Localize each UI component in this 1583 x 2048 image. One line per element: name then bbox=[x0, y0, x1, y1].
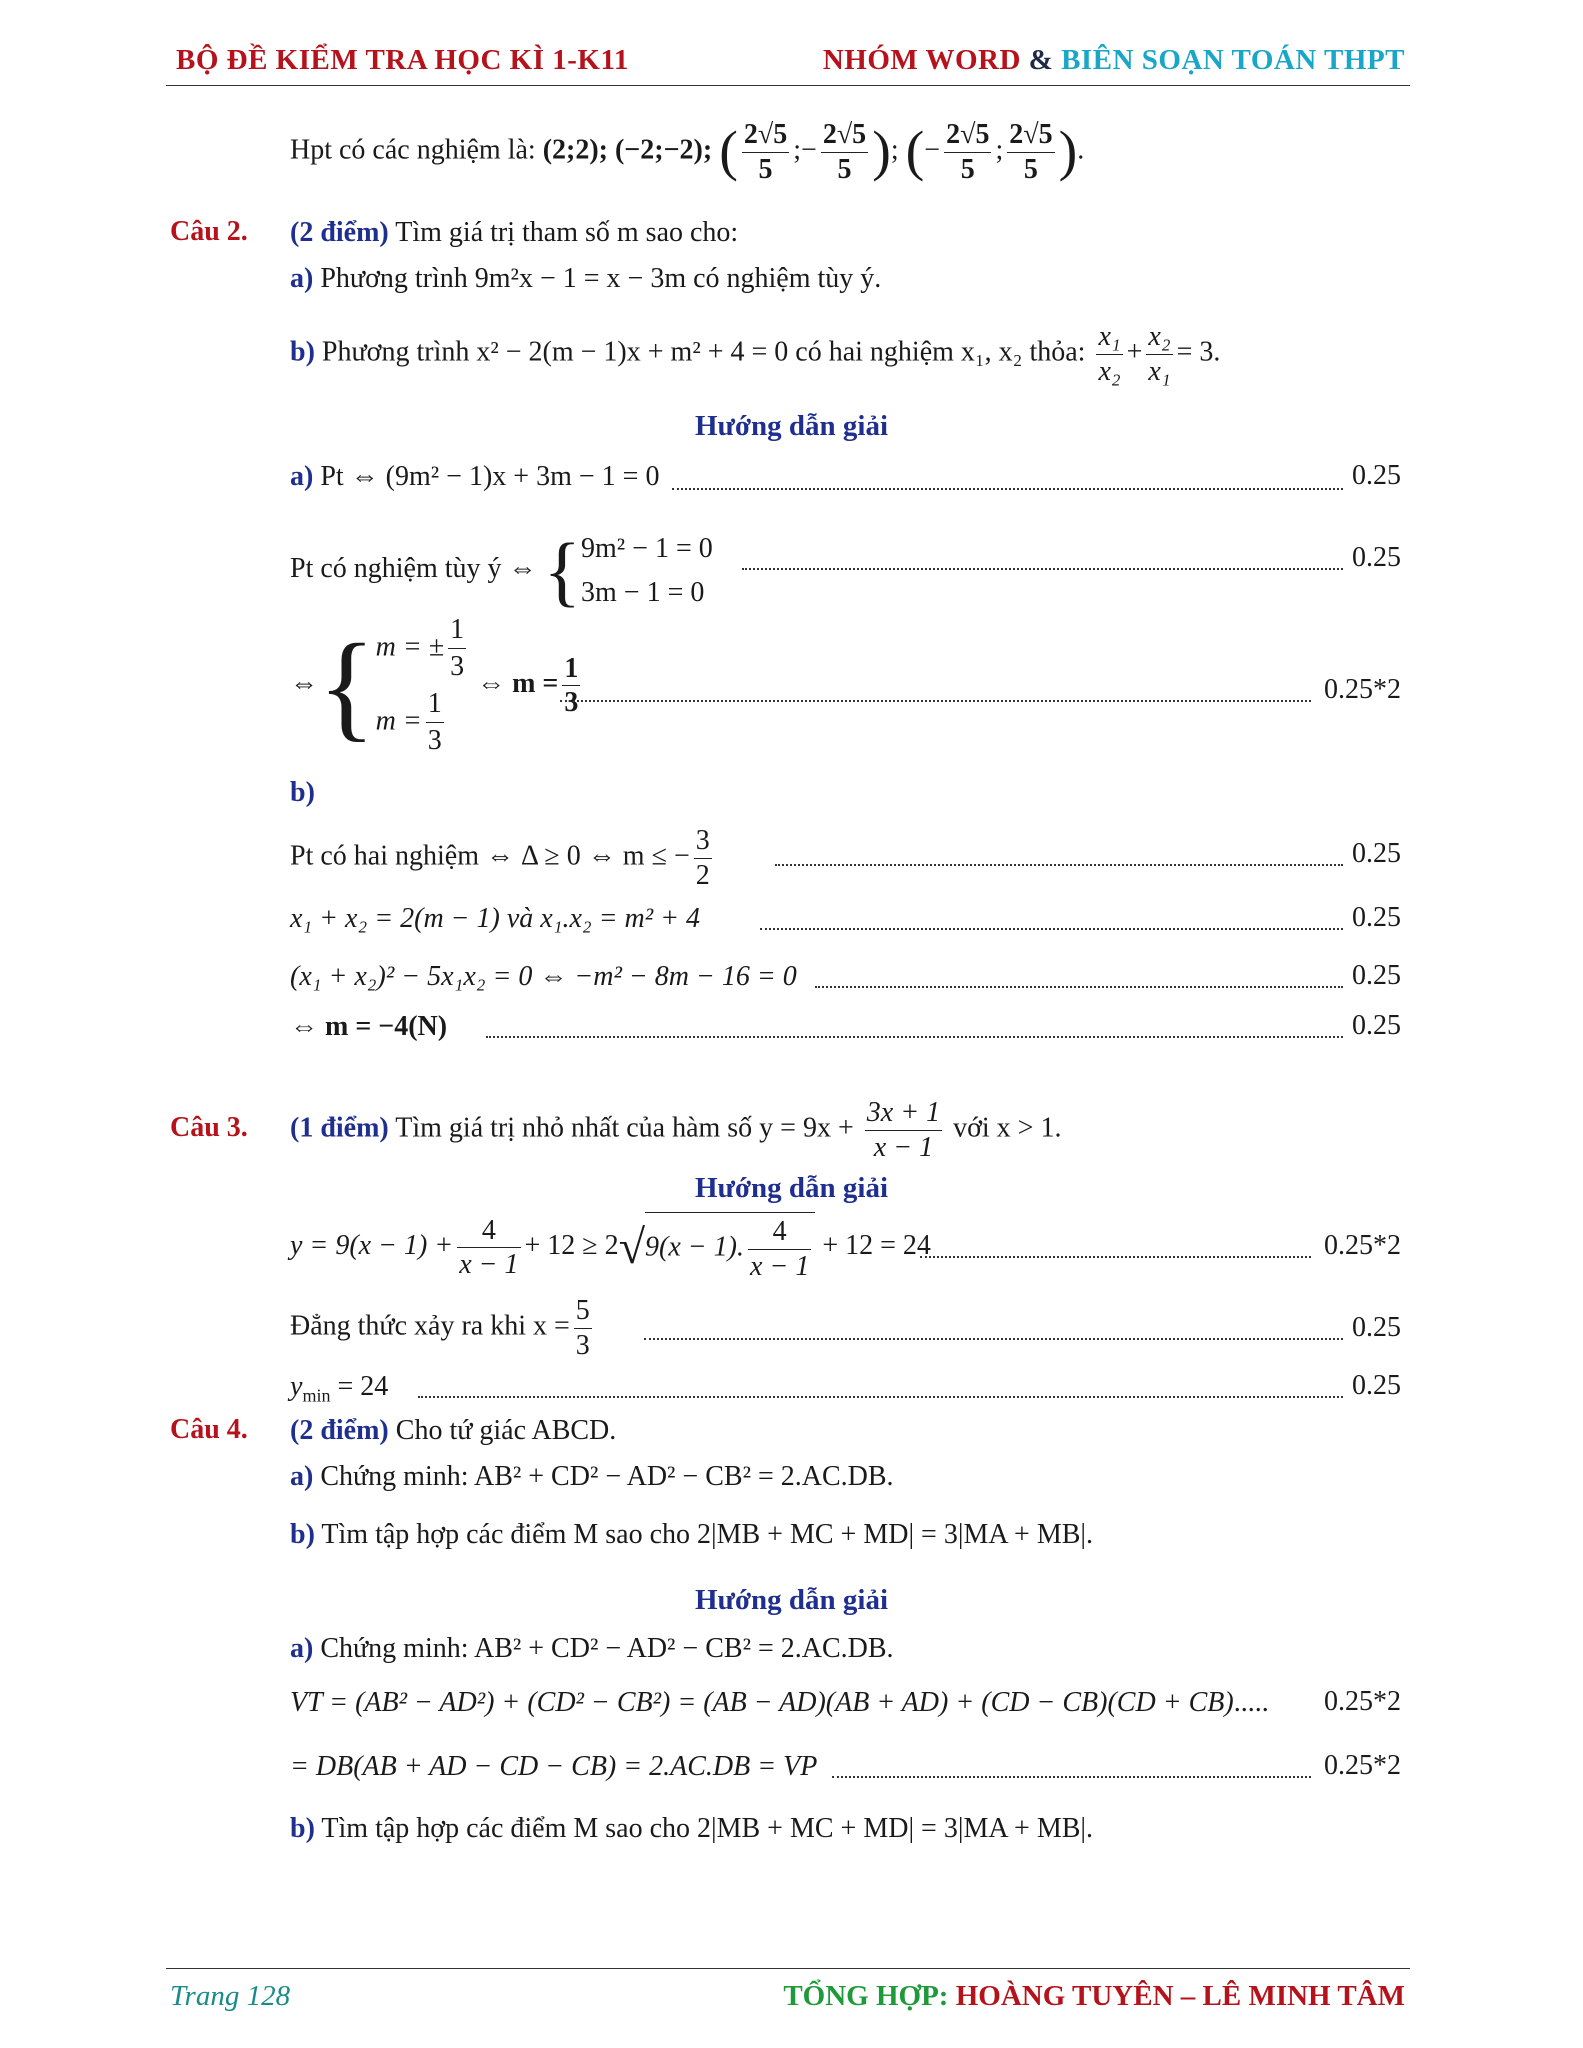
header-group-b: BIÊN SOẠN TOÁN THPT bbox=[1061, 44, 1405, 76]
footer-label: TỔNG HỢP: bbox=[783, 1980, 949, 2012]
leader-dots bbox=[815, 986, 1343, 988]
cau4-b: b) Tìm tập hợp các điểm M sao cho 2|MB + MC + MD| = 3|MA + MB|. bbox=[290, 1519, 1093, 1550]
cau4-question bbox=[290, 1414, 616, 1448]
leader-dots bbox=[920, 1256, 1311, 1258]
sol2-b4: ⇔ m = −4(N) bbox=[290, 1011, 448, 1042]
header-divider bbox=[166, 85, 1410, 86]
cau3-text: Tìm giá trị nhỏ nhất của hàm số y = 9x + bbox=[395, 1112, 854, 1144]
score: 0.25 bbox=[1352, 1010, 1401, 1041]
leader-dots bbox=[418, 1396, 1343, 1398]
sol2-b1: Pt có hai nghiệm ⇔ Δ ≥ 0 ⇔ m ≤ − $\frac{3}{2}$ bbox=[290, 825, 710, 891]
sol2-b2: x₁ + x₂ = 2(m − 1) và x₁.x₂ = m² + 4 bbox=[290, 903, 701, 934]
score: 0.25 bbox=[1352, 838, 1401, 869]
sol3-s2: Đẳng thức xảy ra khi x = $\frac{5}{3}$ bbox=[290, 1295, 590, 1361]
sol2-a1: a) Pt ⇔ (9m² − 1)x + 3m − 1 = 0 bbox=[290, 461, 660, 492]
score: 0.25 bbox=[1352, 1370, 1401, 1401]
intro-sol1: (2;2); (−2;−2); bbox=[542, 134, 713, 166]
leader-dots bbox=[560, 700, 1311, 702]
cau2-text: Tìm giá trị tham số m sao cho: bbox=[395, 217, 739, 248]
leader-dots bbox=[775, 864, 1343, 866]
solution-heading-2: Hướng dẫn giải bbox=[694, 1172, 889, 1204]
score: 0.25*2 bbox=[1324, 1750, 1401, 1781]
cau2-b: b) Phương trình x² − 2(m − 1)x + m² + 4 = 0 có hai nghiệm x₁, x₂ thỏa: $\frac{\text{x₁}}{\text{x₂}}$ + $\frac{\text{x₂}}{\text{x₁}}$ = 3. bbox=[290, 321, 1221, 387]
leader-dots bbox=[672, 488, 1343, 490]
score: 0.25 bbox=[1352, 902, 1401, 933]
score: 0.25*2 bbox=[1324, 674, 1401, 705]
intro-text: Hpt có các nghiệm là: bbox=[290, 134, 536, 166]
footer-authors bbox=[783, 1980, 1405, 2013]
cau3-tail: với x > 1. bbox=[953, 1112, 1062, 1144]
cau3-label: Câu 3. bbox=[170, 1112, 248, 1143]
sol2-a3-result: ⇔ m = bbox=[477, 668, 559, 700]
cau2-a-label: a) bbox=[290, 263, 314, 294]
intro-line: Hpt có các nghiệm là: (2;2); (−2;−2); ( $\frac{2√5}{5}$ ;− $\frac{2√5}{5}$ ); (− $\frac{2√5}{5}$ ; $\frac{2√5}{5}$ ). bbox=[290, 119, 1085, 185]
leader-dots bbox=[644, 1338, 1343, 1340]
cau3-question: (1 điểm) Tìm giá trị nhỏ nhất của hàm số y = 9x + $\frac{3x + 1}{x - 1}$ với x > 1. bbox=[290, 1097, 1062, 1163]
cau4-points: (2 điểm) bbox=[290, 1415, 389, 1446]
sol4-a: a) Chứng minh: AB² + CD² − AD² − CB² = 2.AC.DB. bbox=[290, 1633, 894, 1664]
sol4-vt: VT = (AB² − AD²) + (CD² − CB²) = (AB − AD)(AB + AD) + (CD − CB)(CD + CB)..... bbox=[290, 1687, 1269, 1718]
sol2-a1-text: Pt ⇔ (9m² − 1)x + 3m − 1 = 0 bbox=[320, 461, 660, 492]
solution-heading-3: Hướng dẫn giải bbox=[694, 1584, 889, 1616]
cau2-question bbox=[290, 216, 738, 250]
header-group-a: NHÓM WORD bbox=[822, 44, 1021, 76]
sol2-a3: ⇔{ m = ± $\frac{1}{3}$ m = $\frac{1}{3}$ ⇔ m = $\frac{1}{3}$ bbox=[290, 614, 579, 757]
score: 0.25 bbox=[1352, 542, 1401, 573]
header-group bbox=[823, 44, 1405, 77]
sol2-a2-text: Pt có nghiệm tùy ý ⇔ bbox=[290, 553, 537, 585]
sol4-vp: = DB(AB + AD − CD − CB) = 2.AC.DB = VP bbox=[290, 1751, 818, 1782]
cau2-points: (2 điểm) bbox=[290, 217, 389, 248]
leader-dots bbox=[742, 568, 1343, 570]
solution-heading-1: Hướng dẫn giải bbox=[694, 410, 889, 442]
score: 0.25 bbox=[1352, 460, 1401, 491]
sol4-b: b) Tìm tập hợp các điểm M sao cho 2|MB + MC + MD| = 3|MA + MB|. bbox=[290, 1813, 1093, 1844]
cau2-a-text: Phương trình 9m²x − 1 = x − 3m có nghiệm tùy ý. bbox=[320, 263, 882, 294]
cau2-b-label: b) bbox=[290, 336, 315, 368]
page-number: Trang 128 bbox=[170, 1980, 291, 2012]
leader-dots bbox=[486, 1036, 1343, 1038]
score: 0.25 bbox=[1352, 1312, 1401, 1343]
leader-dots bbox=[832, 1776, 1311, 1778]
sol3-s3: $y_{min} = 24$ bbox=[290, 1371, 389, 1406]
cau3-points: (1 điểm) bbox=[290, 1112, 389, 1144]
footer-names: HOÀNG TUYÊN – LÊ MINH TÂM bbox=[955, 1980, 1405, 2012]
header-title: BỘ ĐỀ KIỂM TRA HỌC KÌ 1-K11 bbox=[176, 44, 629, 76]
footer-divider bbox=[166, 1968, 1410, 1969]
sol2-b-label: b) bbox=[290, 777, 315, 808]
cau4-text: Cho tứ giác ABCD. bbox=[395, 1415, 617, 1446]
cau4-label: Câu 4. bbox=[170, 1414, 248, 1445]
cau4-a: a) Chứng minh: AB² + CD² − AD² − CB² = 2.AC.DB. bbox=[290, 1461, 894, 1492]
header-ampersand: & bbox=[1028, 44, 1054, 76]
sol2-a2: Pt có nghiệm tùy ý ⇔ { 9m² − 1 = 0 3m − 1 = 0 bbox=[290, 527, 713, 614]
sol3-s1: y = 9(x − 1) + $\frac{4}{x - 1}$ + 12 ≥ 2√9(x − 1). $\frac{4}{x - 1}$ + 12 = 24 bbox=[290, 1212, 931, 1283]
sol2-b3: (x₁ + x₂)² − 5x₁x₂ = 0 ⇔ −m² − 8m − 16 = 0 bbox=[290, 961, 797, 992]
score: 0.25 bbox=[1352, 960, 1401, 991]
score: 0.25*2 bbox=[1324, 1686, 1401, 1717]
cau2-b-text: Phương trình x² − 2(m − 1)x + m² + 4 = 0 có hai nghiệm x₁, x₂ thỏa: bbox=[321, 336, 1086, 368]
cau2-a bbox=[290, 262, 881, 296]
leader-dots bbox=[760, 928, 1343, 930]
cau2-b-eq: = 3. bbox=[1176, 336, 1221, 368]
cau2-label: Câu 2. bbox=[170, 216, 248, 247]
score: 0.25*2 bbox=[1324, 1230, 1401, 1261]
